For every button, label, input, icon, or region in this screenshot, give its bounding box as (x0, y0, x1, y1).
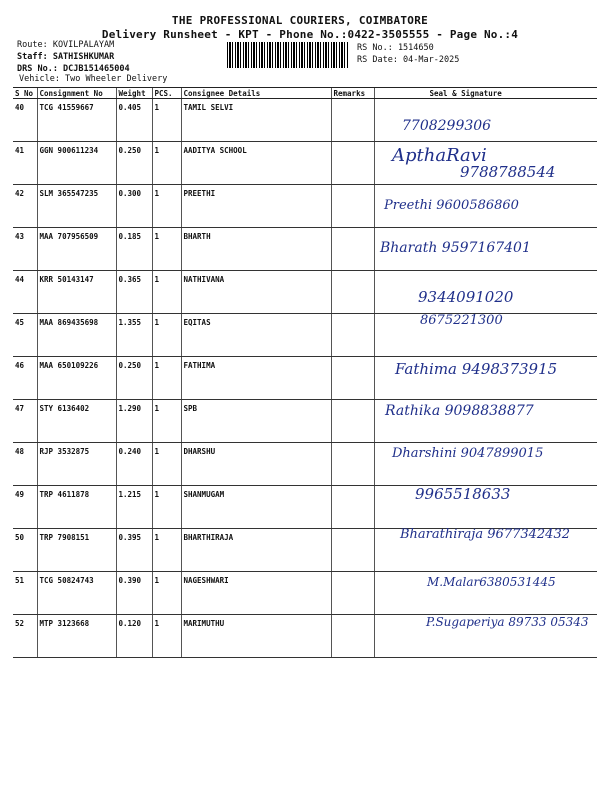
cell-remarks (331, 142, 374, 185)
handwritten-signature: Fathima 9498373915 (395, 360, 558, 378)
cell-consignee: DHARSHU (181, 443, 331, 486)
cell-weight: 0.405 (116, 99, 152, 142)
col-pcs: PCS. (152, 88, 181, 99)
cell-pcs: 1 (152, 142, 181, 185)
cell-pcs: 1 (152, 228, 181, 271)
route-label: Route: KOVILPALAYAM (17, 40, 115, 50)
cell-pcs: 1 (152, 486, 181, 529)
cell-sno: 48 (13, 443, 37, 486)
cell-consignee: SHANMUGAM (181, 486, 331, 529)
handwritten-signature: Rathika 9098838877 (385, 403, 534, 419)
cell-sno: 41 (13, 142, 37, 185)
cell-remarks (331, 314, 374, 357)
col-sno: S No (13, 88, 37, 99)
company-title: THE PROFESSIONAL COURIERS, COIMBATORE (171, 14, 429, 27)
cell-cons: GGN 900611234 (37, 142, 116, 185)
cell-remarks (331, 99, 374, 142)
runsheet-title: Delivery Runsheet - KPT - Phone No.:0422-3505555 - Page No.:4 (101, 28, 519, 41)
cell-pcs: 1 (152, 443, 181, 486)
handwritten-phone: 8675221300 (420, 313, 503, 328)
barcode (227, 42, 349, 68)
cell-remarks (331, 486, 374, 529)
cell-sno: 51 (13, 572, 37, 615)
cell-consignee: NAGESHWARI (181, 572, 331, 615)
cell-cons: TRP 4611878 (37, 486, 116, 529)
cell-sno: 42 (13, 185, 37, 228)
cell-weight: 0.250 (116, 142, 152, 185)
cell-sno: 45 (13, 314, 37, 357)
cell-remarks (331, 271, 374, 314)
handwritten-signature: Bharathiraja 9677342432 (400, 527, 570, 542)
cell-sno: 44 (13, 271, 37, 314)
handwritten-phone: 9965518633 (415, 485, 511, 503)
cell-cons: MAA 869435698 (37, 314, 116, 357)
cell-remarks (331, 443, 374, 486)
table-row (13, 314, 597, 357)
cell-pcs: 1 (152, 529, 181, 572)
cell-pcs: 1 (152, 271, 181, 314)
cell-cons: STY 6136402 (37, 400, 116, 443)
cell-cons: MAA 650109226 (37, 357, 116, 400)
cell-remarks (331, 357, 374, 400)
cell-consignee: MARIMUTHU (181, 615, 331, 658)
cell-weight: 0.395 (116, 529, 152, 572)
cell-remarks (331, 228, 374, 271)
cell-cons: TRP 7908151 (37, 529, 116, 572)
cell-weight: 0.390 (116, 572, 152, 615)
cell-cons: MAA 707956509 (37, 228, 116, 271)
handwritten-signature: P.Sugaperiya 89733 05343 (426, 615, 589, 629)
cell-weight: 0.120 (116, 615, 152, 658)
cell-pcs: 1 (152, 572, 181, 615)
cell-pcs: 1 (152, 400, 181, 443)
cell-consignee: NATHIVANA (181, 271, 331, 314)
cell-consignee: SPB (181, 400, 331, 443)
cell-pcs: 1 (152, 99, 181, 142)
cell-cons: SLM 365547235 (37, 185, 116, 228)
cell-remarks (331, 572, 374, 615)
col-signature: Seal & Signature (374, 88, 597, 99)
staff-label: Staff: SATHISHKUMAR (17, 52, 115, 62)
cell-cons: TCG 50824743 (37, 572, 116, 615)
cell-consignee: AADITYA SCHOOL (181, 142, 331, 185)
cell-weight: 0.365 (116, 271, 152, 314)
handwritten-signature: Preethi 9600586860 (384, 198, 519, 213)
cell-consignee: BHARTH (181, 228, 331, 271)
cell-remarks (331, 615, 374, 658)
handwritten-phone: 9788788544 (460, 163, 556, 181)
cell-consignee: BHARTHIRAJA (181, 529, 331, 572)
cell-pcs: 1 (152, 185, 181, 228)
table-header-row (13, 88, 597, 99)
col-weight: Weight (116, 88, 152, 99)
cell-weight: 0.185 (116, 228, 152, 271)
handwritten-signature: M.Malar6380531445 (427, 575, 556, 589)
cell-weight: 1.215 (116, 486, 152, 529)
rs-date: RS Date: 04-Mar-2025 (357, 55, 460, 65)
handwritten-signature: Dharshini 9047899015 (392, 446, 544, 461)
table-row (13, 99, 597, 142)
cell-consignee: FATHIMA (181, 357, 331, 400)
cell-remarks (331, 529, 374, 572)
cell-sno: 40 (13, 99, 37, 142)
drs-label: DRS No.: DCJB151465004 (17, 64, 130, 74)
handwritten-signature: Bharath 9597167401 (380, 240, 531, 256)
cell-cons: RJP 3532875 (37, 443, 116, 486)
cell-weight: 0.250 (116, 357, 152, 400)
cell-weight: 1.290 (116, 400, 152, 443)
cell-consignee: PREETHI (181, 185, 331, 228)
cell-cons: KRR 50143147 (37, 271, 116, 314)
cell-consignee: EQITAS (181, 314, 331, 357)
cell-pcs: 1 (152, 615, 181, 658)
cell-cons: MTP 3123668 (37, 615, 116, 658)
cell-sno: 50 (13, 529, 37, 572)
cell-sno: 52 (13, 615, 37, 658)
handwritten-signature: ApthaRavi (392, 145, 487, 166)
cell-weight: 1.355 (116, 314, 152, 357)
col-consignment: Consignment No (37, 88, 116, 99)
cell-sno: 46 (13, 357, 37, 400)
cell-weight: 0.240 (116, 443, 152, 486)
cell-sno: 47 (13, 400, 37, 443)
cell-cons: TCG 41559667 (37, 99, 116, 142)
col-remarks: Remarks (331, 88, 374, 99)
cell-weight: 0.300 (116, 185, 152, 228)
handwritten-phone: 9344091020 (418, 288, 514, 306)
cell-pcs: 1 (152, 314, 181, 357)
handwritten-phone: 7708299306 (402, 118, 492, 134)
cell-remarks (331, 400, 374, 443)
col-consignee: Consignee Details (181, 88, 331, 99)
cell-remarks (331, 185, 374, 228)
vehicle-label: Vehicle: Two Wheeler Delivery (19, 74, 168, 84)
cell-sno: 43 (13, 228, 37, 271)
cell-sno: 49 (13, 486, 37, 529)
rs-number: RS No.: 1514650 (357, 43, 434, 53)
cell-pcs: 1 (152, 357, 181, 400)
cell-consignee: TAMIL SELVI (181, 99, 331, 142)
